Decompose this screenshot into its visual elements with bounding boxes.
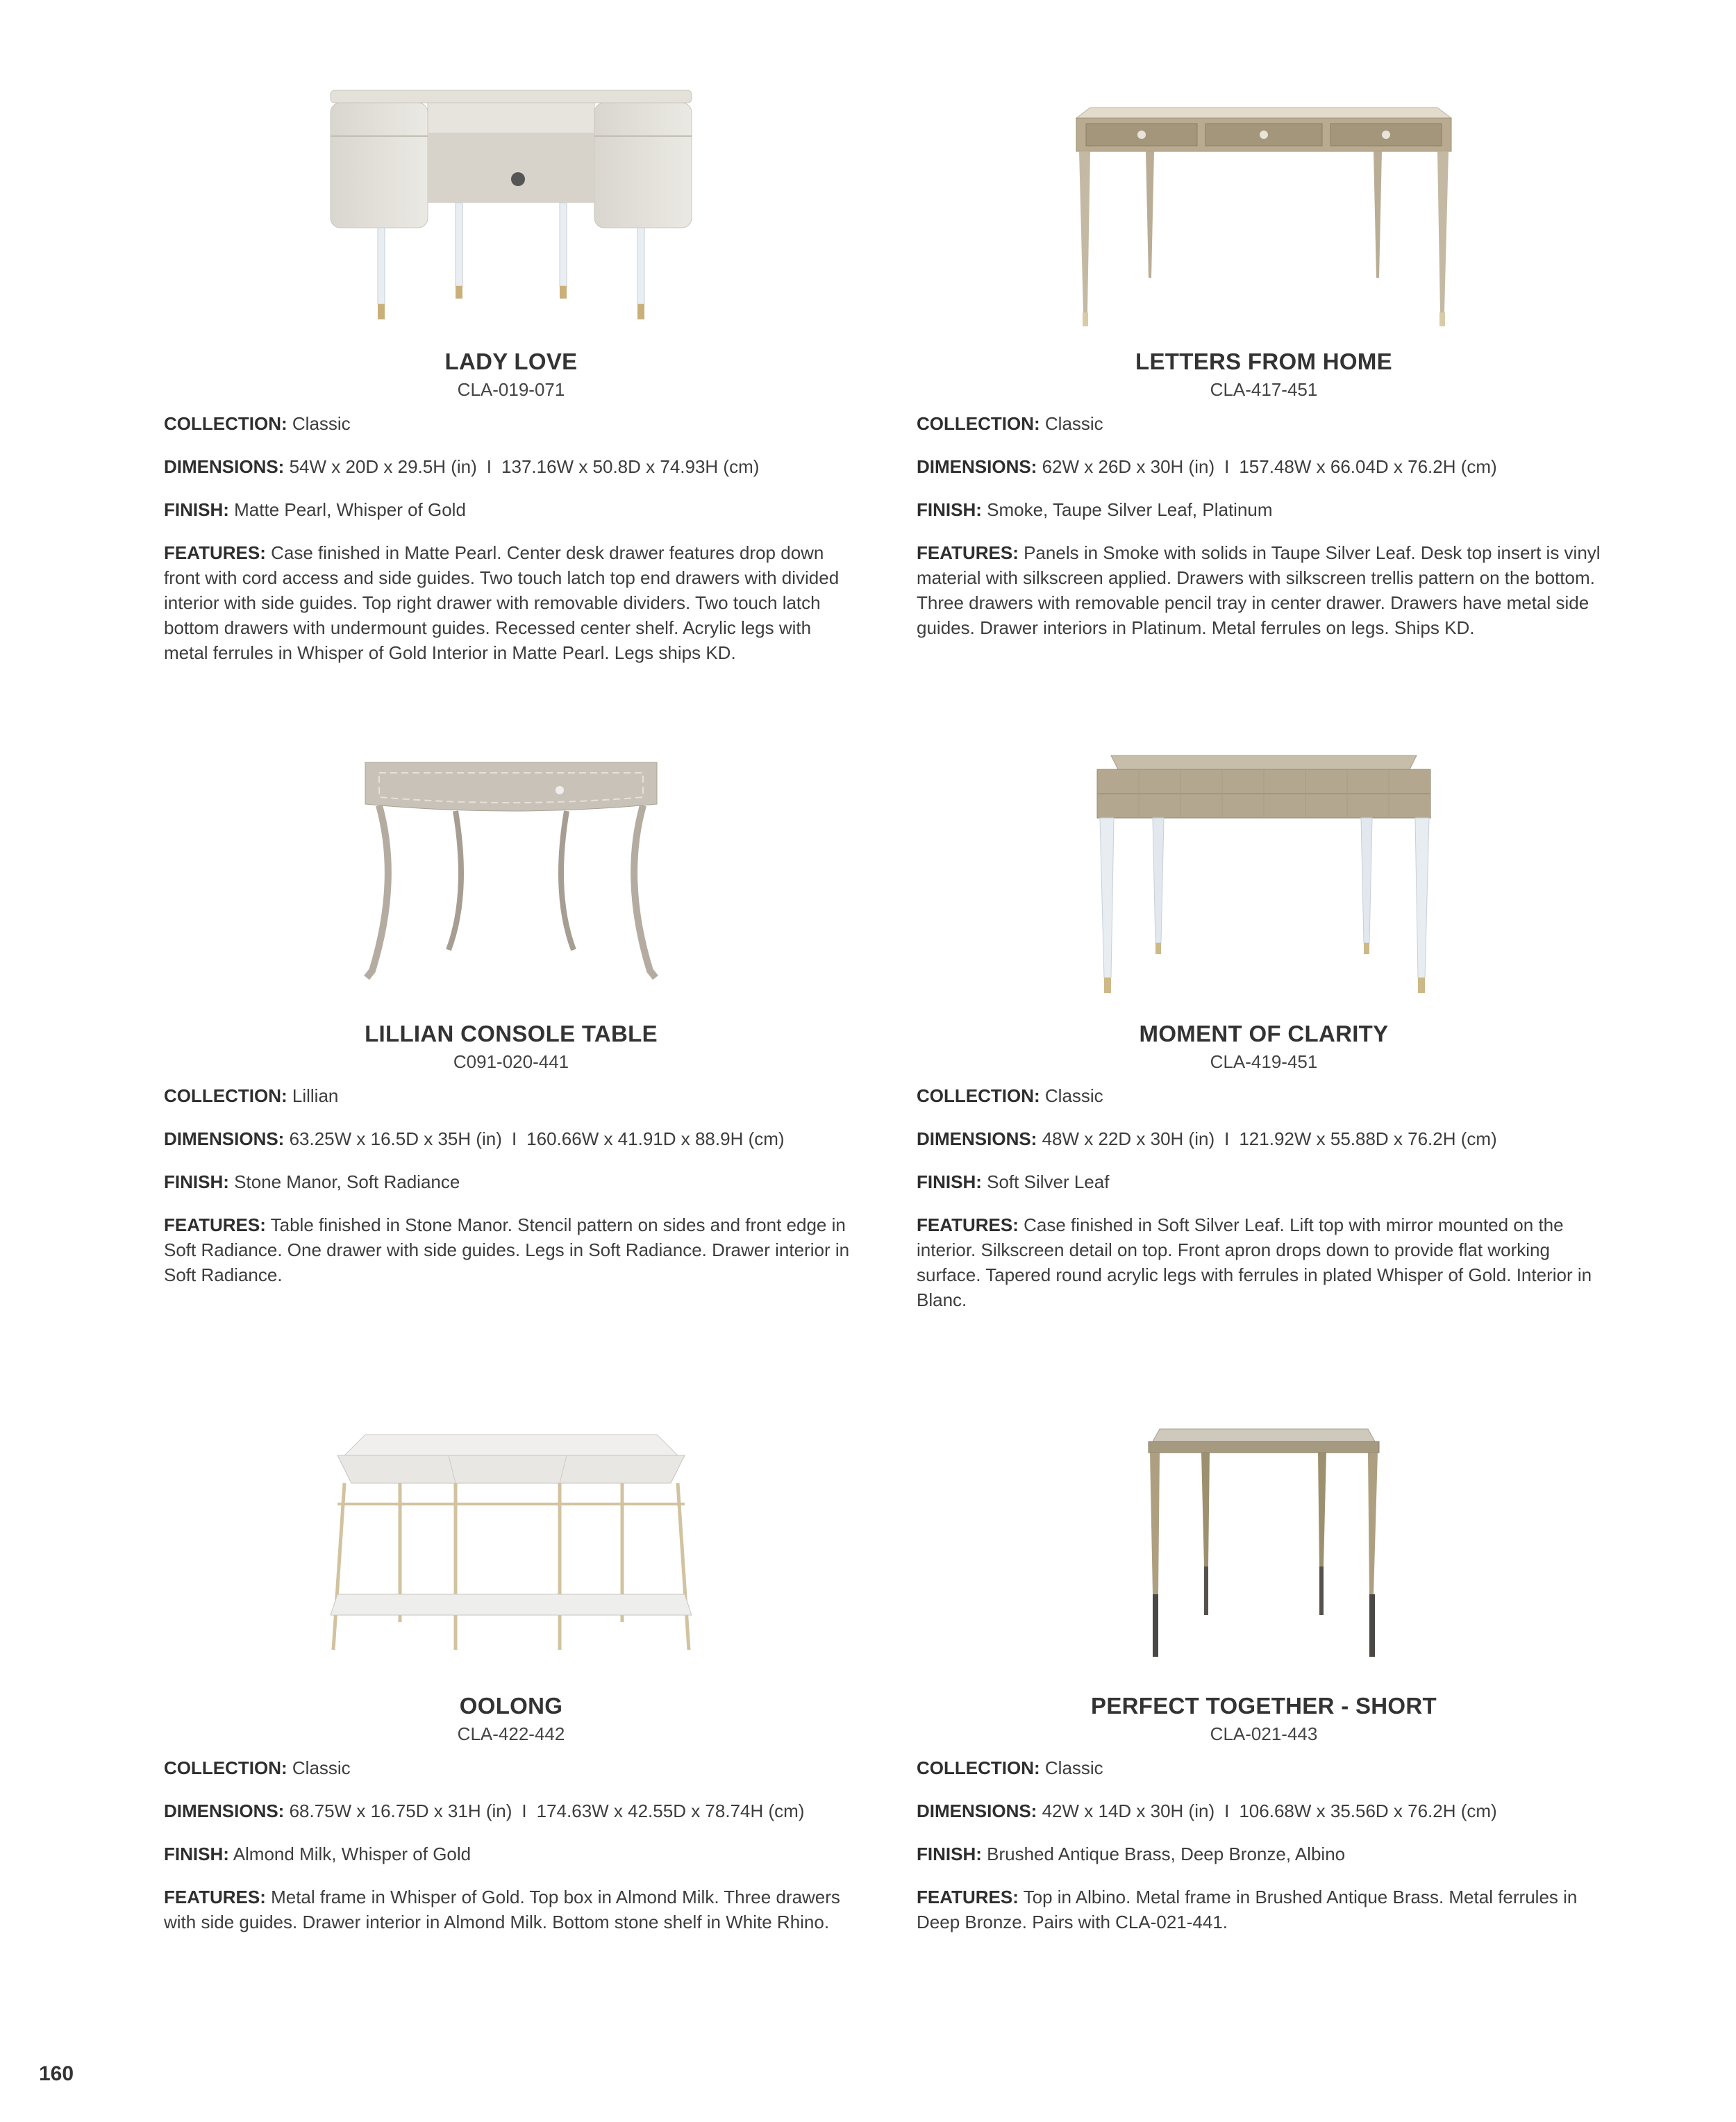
finish-value: Matte Pearl, Whisper of Gold <box>234 499 466 520</box>
dimensions-cm: 121.92W x 55.88D x 76.2H (cm) <box>1239 1128 1497 1149</box>
dimensions-inches: 48W x 22D x 30H (in) <box>1042 1128 1215 1149</box>
product-name: PERFECT TOGETHER - SHORT <box>1091 1693 1437 1719</box>
product-name: LILLIAN CONSOLE TABLE <box>365 1021 658 1046</box>
collection-label: COLLECTION: <box>164 413 287 434</box>
finish-label: FINISH: <box>164 1171 229 1192</box>
collection-label: COLLECTION: <box>917 1085 1040 1106</box>
collection-value: Classic <box>1044 1757 1103 1778</box>
finish-row <box>164 1841 858 1866</box>
dimensions-label: DIMENSIONS: <box>164 456 285 477</box>
features-value: Case finished in Matte Pearl. Center desk drawer features drop down front with cord access and side guides. Two touch latch top end drawers with divided interior with side guides. Top right drawer with removable dividers. Two touch latch bottom drawers with undermount guides. Recessed center shelf. Acrylic legs with metal ferrules in Whisper of Gold Interior in Matte Pearl. Legs ships KD. <box>164 542 840 663</box>
finish-value: Smoke, Taupe Silver Leaf, Platinum <box>987 499 1273 520</box>
product-image <box>917 69 1611 340</box>
features-row <box>917 1885 1611 1935</box>
finish-label: FINISH: <box>917 1844 982 1864</box>
features-value: Table finished in Stone Manor. Stencil pattern on sides and front edge in Soft Radiance. One drawer with side guides. Legs in Soft Radiance. Drawer interior in Soft Radiance. <box>164 1214 850 1285</box>
collection-row <box>917 1083 1611 1108</box>
finish-row <box>917 497 1611 522</box>
dimensions-label: DIMENSIONS: <box>164 1801 285 1821</box>
product-name: MOMENT OF CLARITY <box>1139 1021 1389 1046</box>
narrow-console-illustration <box>1139 1414 1389 1678</box>
finish-value: Stone Manor, Soft Radiance <box>234 1171 460 1192</box>
collection-label: COLLECTION: <box>164 1085 287 1106</box>
product-sku: CLA-419-451 <box>1210 1051 1318 1072</box>
dimensions-cm: 157.48W x 66.04D x 76.2H (cm) <box>1239 456 1497 477</box>
dimensions-row <box>164 454 858 479</box>
features-value: Metal frame in Whisper of Gold. Top box in Almond Milk. Three drawers with side guides. Drawer interior in Almond Milk. Bottom stone shelf in White Rhino. <box>164 1887 840 1932</box>
features-label: FEATURES: <box>917 1887 1019 1907</box>
dimensions-row <box>917 1798 1611 1823</box>
dimensions-inches: 42W x 14D x 30H (in) <box>1042 1801 1215 1821</box>
features-label: FEATURES: <box>164 1214 266 1235</box>
dimensions-row <box>917 454 1611 479</box>
finish-value: Soft Silver Leaf <box>987 1171 1110 1192</box>
collection-row <box>917 411 1611 436</box>
vanity-desk-illustration <box>317 69 706 333</box>
finish-value: Brushed Antique Brass, Deep Bronze, Albino <box>987 1844 1346 1864</box>
writing-desk-illustration <box>1069 69 1458 333</box>
collection-label: COLLECTION: <box>917 413 1040 434</box>
finish-row <box>917 1841 1611 1866</box>
dimensions-label: DIMENSIONS: <box>917 1128 1037 1149</box>
collection-row <box>164 411 858 436</box>
features-label: FEATURES: <box>164 542 266 563</box>
product-name: OOLONG <box>459 1693 563 1719</box>
collection-value: Lillian <box>292 1085 339 1106</box>
product-name: LADY LOVE <box>444 349 578 374</box>
product-image <box>164 69 858 340</box>
collection-label: COLLECTION: <box>917 1757 1040 1778</box>
product-lillian-console-table <box>164 742 858 1285</box>
console-shelf-illustration <box>317 1414 706 1678</box>
finish-label: FINISH: <box>164 1844 229 1864</box>
product-image <box>917 742 1611 1012</box>
features-row <box>164 1212 858 1287</box>
finish-row <box>164 1169 858 1194</box>
finish-row <box>917 1169 1611 1194</box>
features-row <box>164 1885 858 1935</box>
product-perfect-together-short <box>917 1414 1611 1932</box>
dimensions-inches: 62W x 26D x 30H (in) <box>1042 456 1215 477</box>
product-sku: CLA-021-443 <box>1210 1723 1318 1744</box>
finish-value: Almond Milk, Whisper of Gold <box>233 1844 471 1864</box>
collection-row <box>164 1083 858 1108</box>
dimensions-cm: 174.63W x 42.55D x 78.74H (cm) <box>536 1801 805 1821</box>
finish-label: FINISH: <box>917 1171 982 1192</box>
product-oolong <box>164 1414 858 1932</box>
features-value: Case finished in Soft Silver Leaf. Lift top with mirror mounted on the interior. Silkscreen detail on top. Front apron drops down to provide flat working surface. Tapered round acrylic legs with ferrules in plated Whisper of Gold. Interior in Blanc. <box>917 1214 1592 1310</box>
finish-label: FINISH: <box>917 499 982 520</box>
console-table-illustration <box>351 742 671 1005</box>
features-row <box>917 540 1611 640</box>
collection-row <box>917 1755 1611 1780</box>
dimensions-row <box>164 1126 858 1151</box>
product-image <box>164 742 858 1012</box>
product-image <box>917 1414 1611 1685</box>
features-label: FEATURES: <box>917 1214 1019 1235</box>
dimensions-separator: I <box>486 456 492 477</box>
product-sku: CLA-417-451 <box>1210 379 1318 400</box>
finish-label: FINISH: <box>164 499 229 520</box>
dimensions-cm: 137.16W x 50.8D x 74.93H (cm) <box>501 456 760 477</box>
dimensions-cm: 160.66W x 41.91D x 88.9H (cm) <box>526 1128 785 1149</box>
vanity-desk-acrylic-illustration <box>1083 742 1444 1005</box>
dimensions-separator: I <box>521 1801 527 1821</box>
product-moment-of-clarity <box>917 742 1611 1310</box>
dimensions-separator: I <box>1224 456 1230 477</box>
collection-value: Classic <box>1044 1085 1103 1106</box>
dimensions-inches: 63.25W x 16.5D x 35H (in) <box>289 1128 502 1149</box>
collection-label: COLLECTION: <box>164 1757 287 1778</box>
dimensions-row <box>164 1798 858 1823</box>
product-name: LETTERS FROM HOME <box>1135 349 1392 374</box>
collection-value: Classic <box>292 413 351 434</box>
product-sku: CLA-422-442 <box>457 1723 565 1744</box>
dimensions-inches: 54W x 20D x 29.5H (in) <box>289 456 477 477</box>
dimensions-separator: I <box>511 1128 517 1149</box>
dimensions-separator: I <box>1224 1128 1230 1149</box>
dimensions-label: DIMENSIONS: <box>917 456 1037 477</box>
features-row <box>917 1212 1611 1312</box>
features-label: FEATURES: <box>164 1887 266 1907</box>
collection-value: Classic <box>1044 413 1103 434</box>
dimensions-separator: I <box>1224 1801 1230 1821</box>
collection-value: Classic <box>292 1757 351 1778</box>
product-lady-love <box>164 69 858 663</box>
collection-row <box>164 1755 858 1780</box>
dimensions-label: DIMENSIONS: <box>164 1128 285 1149</box>
dimensions-label: DIMENSIONS: <box>917 1801 1037 1821</box>
product-image <box>164 1414 858 1685</box>
features-row <box>164 540 858 665</box>
finish-row <box>164 497 858 522</box>
product-sku: C091-020-441 <box>453 1051 569 1072</box>
features-value: Top in Albino. Metal frame in Brushed Antique Brass. Metal ferrules in Deep Bronze. Pairs with CLA-021-441. <box>917 1887 1578 1932</box>
page-number: 160 <box>39 2062 74 2085</box>
product-letters-from-home <box>917 69 1611 638</box>
features-label: FEATURES: <box>917 542 1019 563</box>
dimensions-row <box>917 1126 1611 1151</box>
product-sku: CLA-019-071 <box>457 379 565 400</box>
features-value: Panels in Smoke with solids in Taupe Silver Leaf. Desk top insert is vinyl material with silkscreen applied. Drawers with silkscreen trellis pattern on the bottom. Three drawers with removable pencil tray in center drawer. Drawers have metal side guides. Drawer interiors in Platinum. Metal ferrules on legs. Ships KD. <box>917 542 1601 638</box>
dimensions-cm: 106.68W x 35.56D x 76.2H (cm) <box>1239 1801 1497 1821</box>
dimensions-inches: 68.75W x 16.75D x 31H (in) <box>289 1801 512 1821</box>
